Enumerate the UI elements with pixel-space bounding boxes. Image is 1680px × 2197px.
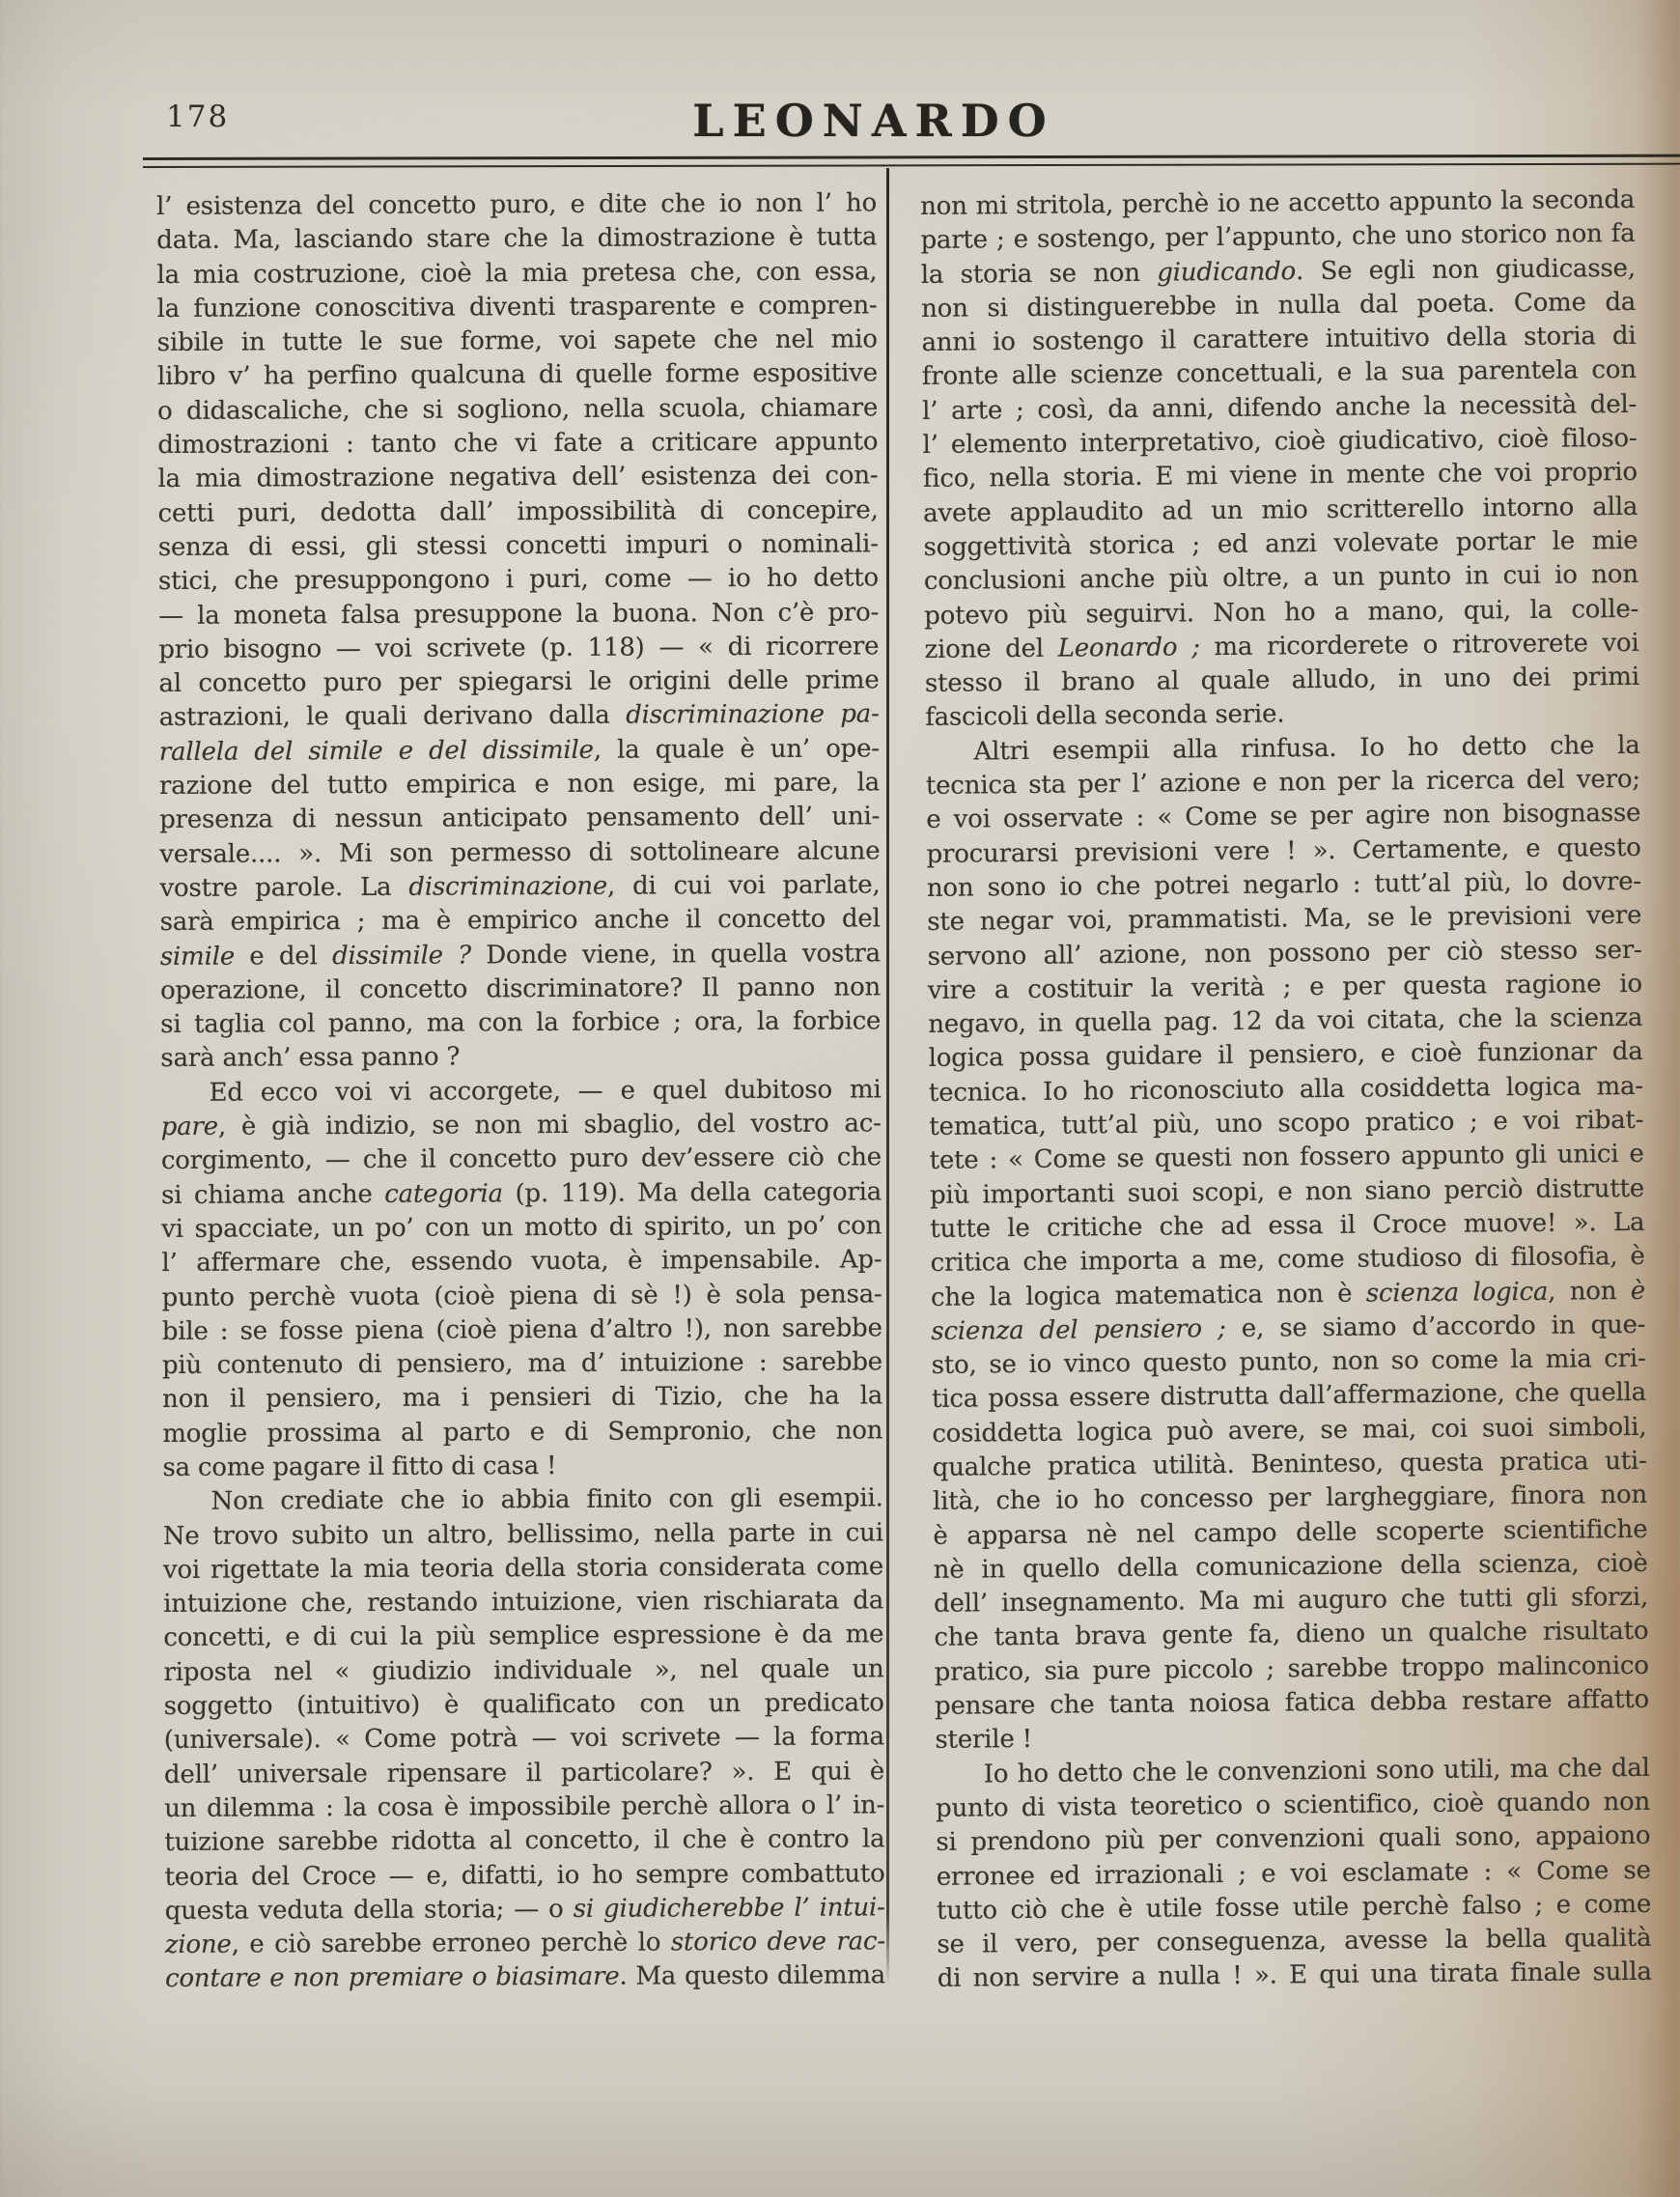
text-line: fico, nella storia. E mi viene in mente che voi proprio bbox=[922, 458, 1638, 494]
text-line: l’ arte ; così, da anni, difendo anche la necessità del- bbox=[922, 389, 1638, 426]
text-line: non il pensiero, ma i pensieri di Tizio, che ha la bbox=[162, 1381, 883, 1415]
text-line: presenza di nessun anticipato pensamento dell’ uni- bbox=[159, 802, 881, 835]
text-line: tecnica. Io ho riconosciuto alla cosiddetta logica ma- bbox=[928, 1071, 1644, 1108]
text-line: vi spacciate, un po’ con un motto di spirito, un po’ con bbox=[161, 1211, 882, 1244]
text-line: tematica, tutt’al più, uno scopo pratico ; e voi ribat- bbox=[929, 1105, 1644, 1141]
text-line: senza di essi, gli stessi concetti impuri o nominali- bbox=[157, 529, 879, 562]
text-line: dell’ insegnamento. Ma mi auguro che tutti gli sforzi, bbox=[933, 1583, 1649, 1620]
text-line: servono all’ azione, non possono per ciò stesso ser- bbox=[927, 935, 1642, 972]
text-line: si prendono più per convenzioni quali sono, appaiono bbox=[936, 1821, 1651, 1858]
text-line: al concetto puro per spiegarsi le origini delle prime bbox=[158, 665, 880, 699]
page-number: 178 bbox=[166, 99, 230, 134]
text-line: contare e non premiare o biasimare. Ma questo dilemma bbox=[164, 1960, 886, 1994]
text-line: soggetto (intuitivo) è qualificato con un predicato bbox=[163, 1688, 884, 1722]
text-line: anni io sostengo il carattere intuitivo della storia di bbox=[921, 322, 1637, 358]
text-line: avete applaudito ad un mio scritterello intorno alla bbox=[923, 492, 1638, 528]
text-line: pratico, sia pure piccolo ; sarebbe troppo malinconico bbox=[934, 1650, 1649, 1687]
text-line: (universale). « Come potrà — voi scrivete — la forma bbox=[163, 1722, 884, 1756]
text-line: stesso il brano al quale alludo, in uno dei primi bbox=[924, 662, 1640, 699]
text-line: punto perchè vuota (cioè piena di sè !) è sola pensa- bbox=[161, 1279, 882, 1312]
text-line: zione del Leonardo ; ma ricorderete o ritroverete voi bbox=[924, 628, 1639, 664]
text-line: soggettività storica ; ed anzi volevate portar le mie bbox=[923, 525, 1638, 562]
text-line: negavo, in quella pag. 12 da voi citata, che la scienza bbox=[928, 1002, 1643, 1040]
text-line: la storia se non giudicando. Se egli non giudicasse, bbox=[920, 253, 1636, 290]
text-line: moglie prossima al parto e di Sempronio, che non bbox=[162, 1416, 883, 1449]
text-line: l’ elemento interpretativo, cioè giudicativo, cioè filoso- bbox=[922, 423, 1638, 461]
right-text-column bbox=[920, 183, 1652, 1997]
text-line: tutto ciò che è utile fosse utile perchè falso ; e come bbox=[936, 1889, 1652, 1926]
text-line: non si distinguerebbe in nulla dal poeta. Come da bbox=[921, 287, 1637, 324]
text-line: vire a costituir la verità ; e per questa ragione io bbox=[927, 969, 1643, 1005]
text-line: teoria del Croce — e, difatti, io ho sempre combattuto bbox=[164, 1858, 885, 1892]
text-line: fascicoli della seconda serie. bbox=[925, 699, 1285, 733]
text-line: voi rigettate la mia teoria della storia considerata come bbox=[162, 1552, 884, 1585]
text-line: scienza del pensiero ; e, se siamo d’accordo in que- bbox=[931, 1310, 1646, 1346]
text-line: tica possa essere distrutta dall’affermazione, che quella bbox=[931, 1378, 1647, 1415]
text-line: tutte le critiche che ad essa il Croce muove! ». La bbox=[930, 1207, 1645, 1244]
text-line: la mia costruzione, cioè la mia pretesa che, con essa, bbox=[156, 256, 878, 290]
text-line: — la moneta falsa presuppone la buona. Non c’è pro- bbox=[158, 597, 880, 631]
text-line: dell’ universale ripensare il particolare? ». E qui è bbox=[163, 1756, 885, 1789]
text-line: è apparsa nè nel campo delle scoperte scientifiche bbox=[933, 1514, 1648, 1551]
text-line: prio bisogno — voi scrivete (p. 118) — « di ricorrere bbox=[158, 632, 880, 664]
text-line: procurarsi previsioni vere ! ». Certamente, e questo bbox=[926, 832, 1641, 869]
text-line: tuizione sarebbe ridotta al concetto, il che è contro la bbox=[164, 1824, 885, 1858]
text-line: se il vero, per conseguenza, avesse la bella qualità bbox=[937, 1923, 1652, 1960]
text-line: tete : « Come se questi non fossero appunto gli unici e bbox=[929, 1140, 1644, 1176]
text-line: la funzione conoscitiva diventi trasparente e compren- bbox=[156, 291, 878, 324]
text-line: razione del tutto empirica e non esige, mi pare, la bbox=[158, 768, 881, 802]
text-line: intuizione che, restando intuizione, vien rischiarata da bbox=[163, 1586, 884, 1620]
text-line: questa veduta della storia; — o si giudicherebbe l’ intui- bbox=[164, 1893, 885, 1926]
text-line: si taglia col panno, ma con la forbice ; ora, la forbice bbox=[160, 1006, 882, 1040]
text-line: sterile ! bbox=[935, 1725, 1033, 1756]
text-line: l’ esistenza del concetto puro, e dite che io non l’ ho bbox=[156, 188, 878, 221]
text-line: nè in quello della comunicazione della scienza, cioè bbox=[933, 1548, 1648, 1585]
text-line: cetti puri, dedotta dall’ impossibilità di concepire, bbox=[157, 495, 879, 528]
text-line: e voi osservate : « Come se per agire non bisognasse bbox=[926, 799, 1641, 835]
text-line: versale.... ». Mi son permesso di sottolineare alcune bbox=[159, 835, 881, 869]
text-line: cosiddetta logica può avere, se mai, coi suoi simboli, bbox=[932, 1412, 1647, 1449]
text-line: la mia dimostrazione negativa dell’ esistenza dei con- bbox=[157, 461, 879, 494]
text-line: Ne trovo subito un altro, bellissimo, nella parte in cui bbox=[162, 1517, 883, 1551]
text-line: sarà empirica ; ma è empirico anche il concetto del bbox=[159, 904, 881, 938]
text-line: simile e del dissimile ? Donde viene, in quella vostra bbox=[159, 938, 881, 972]
text-line: zione, e ciò sarebbe erroneo perchè lo storico deve rac- bbox=[164, 1927, 885, 1960]
text-line: che tanta brava gente fa, dieno un qualche risultato bbox=[934, 1617, 1649, 1653]
text-line: Io ho detto che le convenzioni sono utili, ma che dal bbox=[983, 1753, 1650, 1789]
text-line: Altri esempii alla rinfusa. Io ho detto che la bbox=[973, 730, 1640, 767]
text-line: Ed ecco voi vi accorgete, — e quel dubitoso mi bbox=[209, 1075, 882, 1108]
text-line: critica che importa a me, come studioso di filosofia, è bbox=[930, 1242, 1645, 1279]
text-line: operazione, il concetto discriminatore? Il panno non bbox=[159, 972, 882, 1005]
text-line: concetti, e di cui la più semplice espressione è da me bbox=[163, 1620, 884, 1653]
text-line: dimostrazioni : tanto che vi fate a criticare appunto bbox=[157, 427, 879, 461]
text-line: lità, che io ho concesso per largheggiare, finora non bbox=[932, 1480, 1648, 1517]
text-line: si chiama anche categoria (p. 119). Ma della categoria bbox=[161, 1176, 882, 1210]
text-line: di non servire a nulla ! ». E qui una tirata finale sulla bbox=[937, 1958, 1652, 1994]
text-line: logica possa guidare il pensiero, e cioè funzionar da bbox=[928, 1037, 1643, 1074]
text-line: data. Ma, lasciando stare che la dimostrazione è tutta bbox=[156, 222, 878, 256]
text-line: rallela del simile e del dissimile, la quale è un’ ope- bbox=[158, 734, 880, 767]
text-line: astrazioni, le quali derivano dalla discriminazione pa- bbox=[158, 699, 880, 733]
left-text-column bbox=[156, 186, 885, 1996]
text-line: Non crediate che io abbia finito con gli esempii. bbox=[210, 1483, 883, 1517]
text-line: bile : se fosse piena (cioè piena d’altro !), non sarebbe bbox=[161, 1313, 882, 1346]
text-line: fronte alle scienze concettuali, e la sua parentela con bbox=[921, 355, 1637, 392]
text-line: tecnica sta per l’ azione e non per la ricerca del vero; bbox=[925, 764, 1641, 802]
text-line: parte ; e sostengo, per l’appunto, che uno storico non fa bbox=[920, 219, 1636, 256]
text-line: pensare che tanta noiosa fatica debba restare affatto bbox=[934, 1684, 1650, 1721]
text-line: che la logica matematica non è scienza logica, non è bbox=[930, 1276, 1646, 1312]
text-line: sibile in tutte le sue forme, voi sapete che nel mio bbox=[156, 324, 878, 358]
text-line: o didascaliche, che si sogliono, nella scuola, chiamare bbox=[157, 393, 879, 426]
text-line: corgimento, — che il concetto puro dev’essere ciò che bbox=[160, 1142, 882, 1176]
text-line: vostre parole. La discriminazione, di cui voi parlate, bbox=[159, 870, 881, 903]
text-line: più importanti suoi scopi, e non siano perciò distrutte bbox=[929, 1173, 1645, 1210]
text-line: sa come pagare il fitto di casa ! bbox=[162, 1451, 557, 1482]
text-line: pare, è già indizio, se non mi sbaglio, del vostro ac- bbox=[160, 1109, 882, 1142]
text-line: un dilemma : la cosa è impossibile perchè allora o l’ in- bbox=[164, 1790, 885, 1823]
text-line: riposta nel « giudizio individuale », nel quale un bbox=[163, 1654, 884, 1687]
text-line: erronee ed irrazionali ; e voi esclamate : « Come se bbox=[936, 1855, 1651, 1892]
header-double-rule bbox=[143, 155, 1680, 168]
journal-title: LEONARDO bbox=[692, 95, 1055, 147]
text-line: conclusioni anche più oltre, a un punto in cui io non bbox=[923, 560, 1639, 597]
text-line: non sono io che potrei negarlo : tutt’al più, lo dovre- bbox=[926, 866, 1642, 903]
text-line: stici, che presuppongono i puri, come — io ho detto bbox=[157, 563, 880, 597]
text-line: sarà anch’ essa panno ? bbox=[160, 1042, 461, 1074]
text-line: ste negar voi, prammatisti. Ma, se le previsioni vere bbox=[927, 901, 1642, 938]
text-line: l’ affermare che, essendo vuota, è impensabile. Ap- bbox=[161, 1245, 882, 1279]
text-line: sto, se io vinco questo punto, non so come la mia cri- bbox=[931, 1343, 1646, 1381]
text-line: potevo più seguirvi. Non ho a mano, qui, la colle- bbox=[924, 594, 1639, 631]
text-line: punto di vista teoretico o scientifico, cioè quando non bbox=[935, 1787, 1651, 1823]
text-line: più contenuto di pensiero, ma d’ intuizione : sarebbe bbox=[161, 1347, 883, 1381]
text-line: libro v’ ha perfino qualcuna di quelle forme espositive bbox=[156, 358, 879, 392]
column-divider-rule bbox=[886, 168, 889, 1986]
text-line: qualche pratica utilità. Beninteso, questa pratica uti- bbox=[932, 1446, 1647, 1482]
text-line: non mi stritola, perchè io ne accetto appunto la seconda bbox=[920, 184, 1636, 221]
